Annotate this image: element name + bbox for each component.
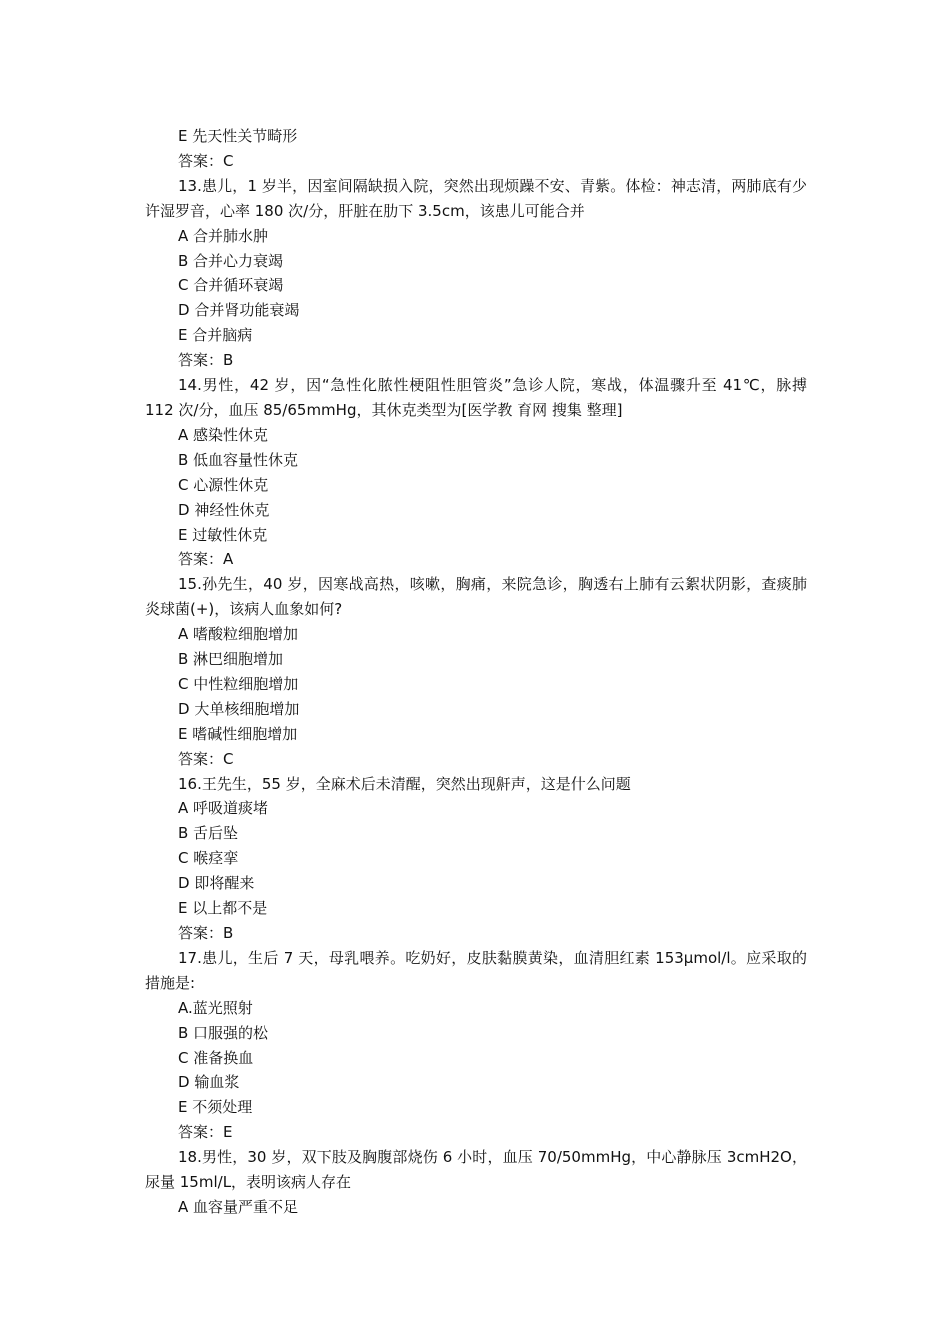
answer-line: 答案：E <box>178 1123 233 1142</box>
option-line: B 口服强的松 <box>178 1023 269 1042</box>
question-13: 13.患儿，1 岁半，因室间隔缺损入院，突然出现烦躁不安、青紫。体检：神志清，两肺底有少许湿罗音，心率 180 次/分，肝脏在肋下 3.5cm，该患儿可能合并 <box>145 176 807 220</box>
option-line: D 神经性休克 <box>178 500 270 519</box>
question-16: 16.王先生，55 岁，全麻术后未清醒，突然出现鼾声，这是什么问题 <box>178 774 631 793</box>
answer-line: 答案：C <box>178 749 234 768</box>
option-line: C 合并循环衰竭 <box>178 276 284 295</box>
option-line: D 输血浆 <box>178 1073 240 1092</box>
option-line: C 准备换血 <box>178 1048 254 1067</box>
question-14: 14.男性，42 岁，因“急性化脓性梗阻性胆管炎”急诊人院，寒战，体温骤升至 41℃，脉搏 112 次/分，血压 85/65mmHg，其休克类型为[医学教 育网 搜集 整理] <box>145 376 807 419</box>
answer-line: 答案：B <box>178 924 234 942</box>
option-line: A 血容量严重不足 <box>178 1197 299 1216</box>
option-line: E 合并脑病 <box>178 326 253 345</box>
option-line: C 喉痉挛 <box>178 849 239 868</box>
option-line: A 合并肺水肿 <box>178 226 269 245</box>
option-line: E 嗜碱性细胞增加 <box>178 724 298 743</box>
option-line: D 合并肾功能衰竭 <box>178 301 300 320</box>
question-15: 15.孙先生，40 岁，因寒战高热，咳嗽，胸痛，来院急诊，胸透右上肺有云絮状阴影，查痰肺炎球菌(+)，该病人血象如何? <box>145 575 807 619</box>
option-line: B 低血容量性休克 <box>178 450 299 469</box>
option-line: D 即将醒来 <box>178 874 255 893</box>
option-line: A 嗜酸粒细胞增加 <box>178 625 299 644</box>
answer-line: 答案：B <box>178 351 234 370</box>
option-line: A.蓝光照射 <box>178 998 253 1017</box>
document-page <box>145 124 807 1220</box>
answer-line: 答案：A <box>178 550 234 569</box>
answer-line: 答案：C <box>178 151 234 170</box>
option-line: C 中性粒细胞增加 <box>178 674 299 693</box>
option-line: E 先天性关节畸形 <box>178 127 298 145</box>
option-line: E 以上都不是 <box>178 899 268 918</box>
question-18: 18.男性，30 岁，双下肢及胸腹部烧伤 6 小时，血压 70/50mmHg，中心静脉压 3cmH2O，尿量 15ml/L，表明该病人存在 <box>145 1148 807 1192</box>
option-line: D 大单核细胞增加 <box>178 699 300 718</box>
option-line: A 感染性休克 <box>178 425 269 444</box>
option-line: B 合并心力衰竭 <box>178 251 284 270</box>
question-17: 17.患儿，生后 7 天，母乳喂养。吃奶好，皮肤黏膜黄染，血清胆红素 153μmol/l。应采取的措施是: <box>145 948 807 992</box>
option-line: C 心源性休克 <box>178 475 269 494</box>
option-line: B 舌后坠 <box>178 824 239 843</box>
option-line: E 不须处理 <box>178 1098 253 1117</box>
option-line: E 过敏性休克 <box>178 525 268 544</box>
option-line: B 淋巴细胞增加 <box>178 650 284 669</box>
option-line: A 呼吸道痰堵 <box>178 799 269 818</box>
